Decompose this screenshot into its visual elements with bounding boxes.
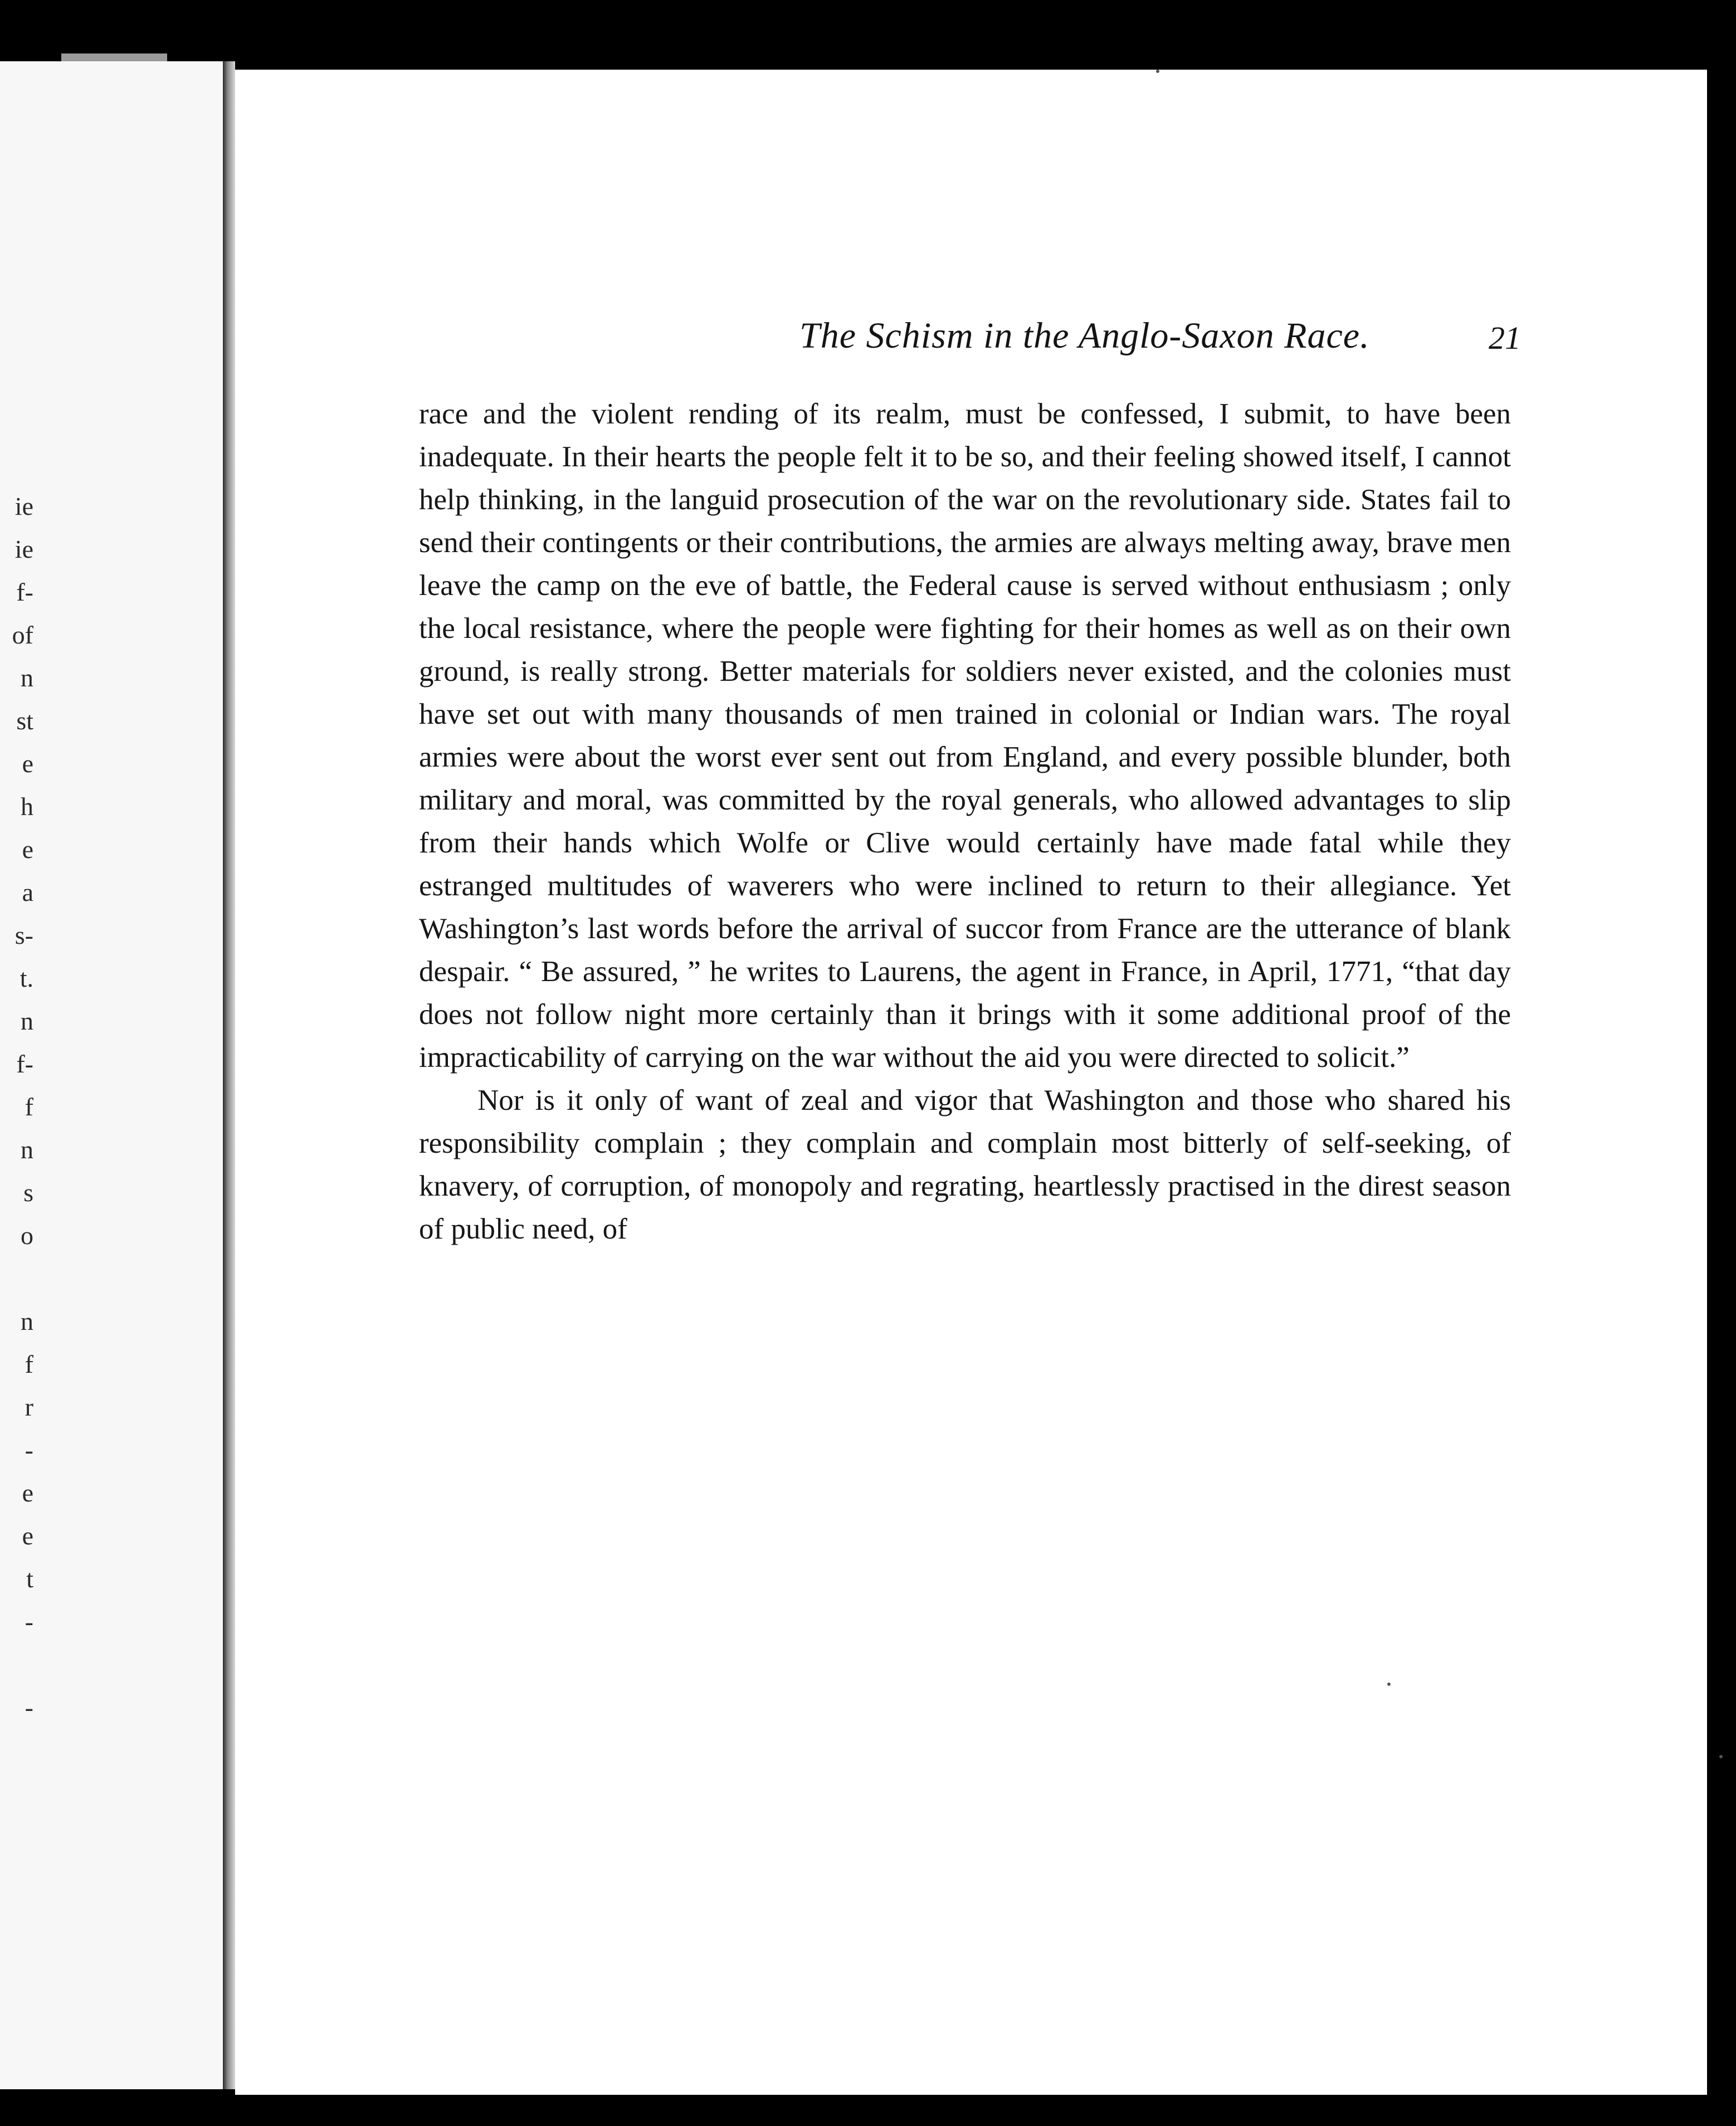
text-fragment xyxy=(0,1643,33,1686)
facing-page-text-fragments xyxy=(0,485,33,1729)
scan-speck xyxy=(1387,1683,1391,1686)
text-fragment: f- xyxy=(16,1050,33,1078)
text-fragment: n xyxy=(21,1135,33,1164)
text-fragment: st xyxy=(16,706,33,735)
text-fragment: s- xyxy=(14,921,33,949)
text-fragment: - xyxy=(25,1436,33,1464)
text-fragment: n xyxy=(21,1007,33,1035)
text-fragment: f- xyxy=(16,578,33,606)
paragraph: Nor is it only of want of zeal and vigor that Washington and those who shared his responsibility complain ; they complain and complain most bitterly of self-seeking, of knavery, of corruption, of monopoly and regrating, heartlessly practised in the direst season of public need, of xyxy=(419,1084,1511,1245)
text-fragment: - xyxy=(25,1607,33,1636)
text-fragment: e xyxy=(22,749,33,778)
text-fragment: e xyxy=(22,1522,33,1550)
facing-page xyxy=(0,61,226,2089)
text-fragment: e xyxy=(22,835,33,864)
text-fragment: e xyxy=(22,1479,33,1507)
text-fragment xyxy=(0,1257,33,1300)
text-fragment: ie xyxy=(14,535,33,563)
page-number: 21 xyxy=(1489,320,1521,356)
paragraph: race and the violent rending of its realm, must be confessed, I submit, to have been inadequate. In their hearts the people felt it to be so, and their feeling showed itself, I cannot help thinking, in the languid prosecution of the war on the revolutionary side. States fail to send their contingents or their contributions, the armies are always melting away, brave men leave the camp on the eve of battle, the Federal cause is served without enthusiasm ; only the local resistance, where the people were fighting for their homes as well as on their own ground, is really strong. Better materials for soldiers never existed, and the colonies must have set out with many thousands of men trained in colonial or Indian wars. The royal armies were about the worst ever sent out from England, and every possible blunder, both military and moral, was committed by the royal generals, who allowed advantages to slip from their hands which Wolfe or Clive would certainly have made fatal while they estranged multitudes of waverers who were inclined to return to their allegiance. Yet Washington’s last words before the arrival of succor from France are the utterance of blank despair. “ Be assured, ” he writes to Laurens, the agent in France, in April, 1771, “that day does not follow night more certainly than it brings with it some additional proof of the impracticability of carrying on the war without the aid you were directed to solicit.” xyxy=(419,398,1511,1074)
text-fragment: o xyxy=(21,1221,33,1250)
text-fragment: r xyxy=(25,1393,33,1421)
scan-speck xyxy=(1156,70,1159,73)
text-fragment: f xyxy=(25,1350,33,1378)
text-fragment: s xyxy=(23,1178,33,1207)
running-title: The Schism in the Anglo-Saxon Race. xyxy=(799,315,1370,356)
binding-gutter xyxy=(223,61,235,2089)
text-fragment: t. xyxy=(19,964,33,992)
scan-speck xyxy=(1719,1755,1723,1758)
book-page xyxy=(235,70,1707,2095)
text-fragment: n xyxy=(21,1307,33,1335)
text-fragment: - xyxy=(25,1693,33,1722)
body-text xyxy=(419,393,1511,1251)
text-fragment: ie xyxy=(14,492,33,520)
text-fragment: t xyxy=(26,1564,33,1593)
text-fragment: a xyxy=(22,878,33,906)
text-fragment: n xyxy=(21,664,33,692)
running-head xyxy=(568,315,1521,370)
text-fragment: of xyxy=(12,621,33,649)
text-fragment: h xyxy=(21,792,33,821)
page-edge-strip xyxy=(61,53,167,61)
text-fragment: f xyxy=(25,1093,33,1121)
